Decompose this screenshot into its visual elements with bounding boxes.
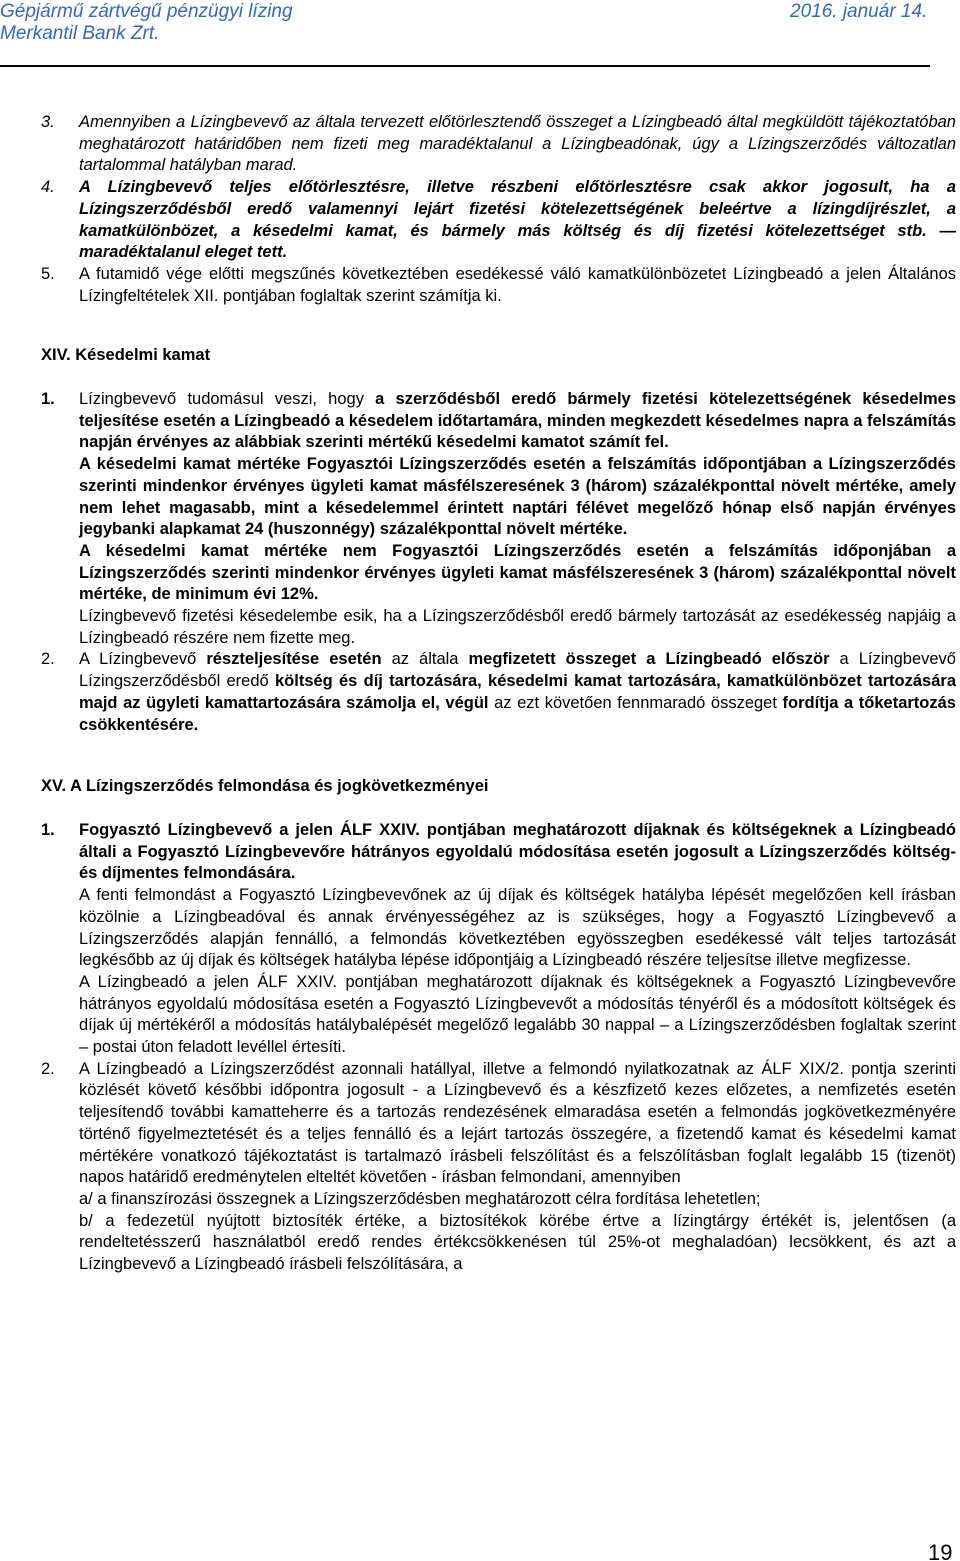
clause-3 (0, 112, 956, 177)
header-company: Merkantil Bank Zrt. (0, 23, 160, 44)
section-xiv-clause-2 (0, 649, 956, 736)
section-heading-xv: XV. A Lízingszerződés felmondása és jogkövetkezményei (41, 777, 489, 796)
section-xv-clause-2 (0, 1059, 956, 1189)
clause-number: 2. (41, 650, 55, 669)
termination-reason-a: a/ a finanszírozási összegnek a Lízingszerződésben meghatározott célra fordítása lehetetlen; (79, 1189, 761, 1208)
clause-part: költség és díj tartozására, késedelmi kamat tartozására, kamatkülönbözet tartozására majd az ügyleti kamattartozására számolja el, végül (79, 672, 956, 712)
running-header (0, 1, 960, 25)
header-rule (0, 65, 930, 67)
clause-number: 1. (41, 820, 55, 839)
clause-number: 1. (41, 390, 55, 409)
clause-number: 2. (41, 1059, 55, 1078)
clause-part: az általa (391, 650, 459, 669)
clause-text: A Lízingbeadó a Lízingszerződést azonnali hatállyal, illetve a felmondó nyilatkozatnak az ÁLF XIX/2. pontja szerinti közlését követő későbbi időpontra jogosult - a Lízingbevevő és a készfizető kezes előzetes, a nemfizetés esetén teljesítendő további kamatteherre és a tartozás rendezésének elmaradása esetén a felmondás jogkövetkezményére történő figyelmeztetését és a teljes fennálló és a lejárt tartozás összegére, a fizetendő kamat és késedelmi kamat mértékére vonatkozó tájékoztatást is tartalmazó írásbeli felszólítást és a felszólításban foglalt legalább 15 (tizenöt) napos határidő eredménytelen elteltét követően - írásban felmondani, amennyiben (79, 1059, 956, 1187)
clause-4 (0, 177, 956, 264)
clause-text: Fogyasztó Lízingbevevő a jelen ÁLF XXIV. pontjában meghatározott díjaknak és költségeknek a Lízingbeadó általi a Fogyasztó Lízingbevevőre hátrányos egyoldalú módosítása esetén jogosult a Lízingszerződés költség- és díjmentes felmondására. (79, 820, 956, 883)
header-title: Gépjármű zártvégű pénzügyi lízing (0, 1, 293, 22)
clause-number: 3. (41, 113, 55, 131)
termination-reason-b: b/ a fedezetül nyújtott biztosíték értéke, a biztosítékok körébe értve a lízingtárgy értékét is, jelentősen (a rendeltetésszerű használatból eredő rendes értékcsökkenésen túl 25%-ot meghaladóan) lecsökkent, és azt a Lízingbevevő a Lízingbeadó írásbeli felszólítására, a (79, 1211, 956, 1274)
modification-notice-paragraph: A Lízingbeadó a jelen ÁLF XXIV. pontjában meghatározott díjaknak és költségeknek a Fogyasztó Lízingbevevőre hátrányos egyoldalú módosítása esetén a Fogyasztó Lízingbevevőt a módosítás tényéről és a módosított költségek és díjak új mértékéről a módosítás hatálybalépését megelőző legalább 30 nappal – a Lízingszerződésben foglaltak szerint – postai úton feladott levéllel értesíti. (79, 972, 956, 1057)
clause-number: 4. (41, 178, 55, 197)
running-header-company-row (0, 23, 960, 47)
header-date: 2016. január 14. (790, 1, 928, 22)
clause-text: A Lízingbevevő teljes előtörlesztésre, illetve részbeni előtörlesztésre csak akkor jogosult, ha a Lízingszerződésből eredő valamennyi lejárt fizetési kötelezettségének beleértve a lízingdíjrészlet, a kamatkülönbözet, a késedelmi kamat, és bármely más költség és díj fizetési kötelezettséget stb. (79, 178, 956, 240)
clause-5 (0, 264, 956, 307)
clause-text: A futamidő vége előtti megszűnés következtében esedékessé váló kamatkülönbözetet Lízingbeadó a jelen Általános Lízingfeltételek XII. pontjában foglaltak szerint számítja ki. (79, 264, 956, 305)
clause-part: fordítja a tőketartozás csökkentésére. (79, 693, 956, 734)
clause-text-bold: a szerződésből eredő bármely fizetési kötelezettségének késedelmes teljesítése esetén a Lízingbeadó a késedelem időtartamára, minden megkezdett késedelmes napra a felszámítás napján érvényes az alábbiak szerinti mértékű késedelmi kamatot számít fel. (79, 390, 956, 452)
clause-part: A Lízingbevevő (79, 650, 197, 669)
rate-consumer-paragraph: A késedelmi kamat mértéke Fogyasztói Lízingszerződés esetén a felszámítás időpontjában a Lízingszerződés szerinti mindenkor érvényes ügyleti kamat másfélszeresének 3 (három) százalékponttal növelt mértéke, amely nem lehet magasabb, mint a késedelemmel érintett naptári félévet megelőző hónap első napján érvényes jegybanki alapkamat 24 (huszonnégy) százalékponttal növelt mértéke. (79, 455, 956, 539)
section-heading-xiv: XIV. Késedelmi kamat (41, 346, 211, 365)
clause-part: a Lízingbevevő Lízingszerződésből eredő (79, 650, 956, 691)
rate-nonconsumer-paragraph: A késedelmi kamat mértéke nem Fogyasztói Lízingszerződés esetén a felszámítás időponjában a Lízingszerződés szerinti mindenkor érvényes ügyleti kamat másfélszeresének 3 (három) százalékponttal növelt mértéke, de minimum évi 12%. (79, 541, 956, 604)
clause-number: 5. (41, 264, 55, 283)
default-definition-paragraph: Lízingbevevő fizetési késedelembe esik, ha a Lízingszerződésből eredő bármely tartozását az esedékesség napjáig a Lízingbeadó részére nem fizette meg. (79, 607, 956, 647)
clause-dash: — (939, 221, 956, 240)
document-body (0, 112, 956, 1276)
section-xiv-clause-1 (0, 389, 956, 454)
termination-notice-paragraph: A fenti felmondást a Fogyasztó Lízingbevevőnek az új díjak és költségek hatályba lépését megelőzően kell írásban közölnie a Lízingbeadóval és annak érvényességéhez az is szükséges, hogy a Fogyasztó Lízingbevevő a Lízingszerződés alapján fennálló, a felmondás következtében egyösszegben esedékessé vált teljes tartozását legkésőbb az új díjak és költségek hatályba lépése időpontjáig a Lízingbeadó részére teljesítse illetve megfizesse. (79, 886, 956, 970)
clause-text: Amennyiben a Lízingbevevő az általa tervezett előtörlesztendő összeget a Lízingbeadó által megküldött tájékoztatóban meghatározott határidőben nem fizeti meg maradéktalanul a Lízingbeadónak, úgy a Lízingszerződés változatlan tartalommal hatályban marad. (79, 113, 956, 175)
clause-part: részteljesítése esetén (206, 650, 382, 669)
clause-tail: maradéktalanul eleget tett. (79, 243, 288, 262)
page-number: 19 (928, 1540, 953, 1561)
clause-text-intro: Lízingbevevő tudomásul veszi, hogy (79, 390, 364, 409)
clause-part: megfizetett összeget a Lízingbeadó először (468, 650, 830, 669)
section-xv-clause-1 (0, 820, 956, 885)
clause-part: az ezt követően fennmaradó összeget (494, 693, 777, 712)
